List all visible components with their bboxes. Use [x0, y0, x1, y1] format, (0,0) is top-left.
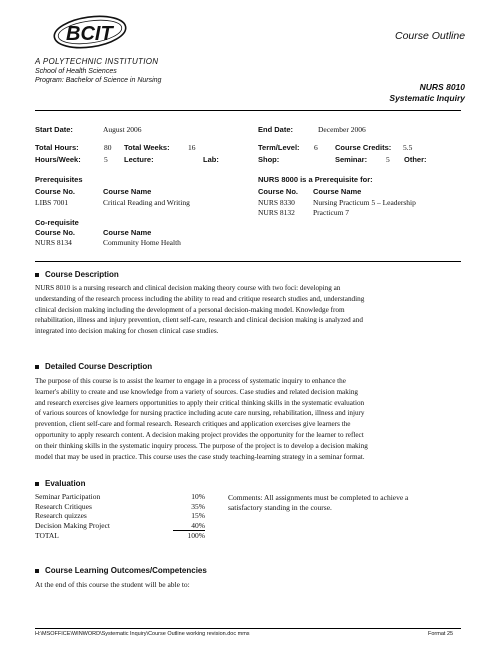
footer-format: Format 25: [428, 631, 454, 637]
course-number: NURS 8010: [419, 82, 465, 92]
total-weeks-label: Total Weeks:: [124, 143, 170, 152]
course-description-text: NURS 8010 is a nursing research and clinical decision making theory course with two foci: developing an understanding of the research process including the ability to read and critique research studies and, understanding clinical decision making including the development of a personal decision-making model. Knowledge from rehabilitation, illness and injury prevention, client self-care, research and clinical decision making is analyzed and integrated into decision making for chosen clinical case studies.: [35, 284, 365, 336]
prereq-course-no: LIBS 7001: [35, 198, 69, 207]
doc-type-title: Course Outline: [395, 30, 466, 42]
term-level-value: 6: [314, 143, 318, 152]
total-hours-value: 80: [104, 143, 112, 152]
shop-label: Shop:: [258, 155, 280, 164]
bullet-icon: [35, 569, 39, 573]
start-date-label: Start Date:: [35, 125, 73, 134]
prereq-for-col-no: Course No.: [258, 187, 299, 196]
prereq-for-course-name: Nursing Practicum 5 – Leadership: [313, 198, 416, 207]
table-row: TOTAL 100%: [35, 531, 205, 541]
school-name: School of Health Sciences: [35, 68, 117, 75]
lab-label: Lab:: [203, 155, 219, 164]
prereq-for-heading: NURS 8000 is a Prerequisite for:: [258, 175, 373, 184]
bcit-logo: [50, 10, 130, 60]
prereq-for-course-name: Practicum 7: [313, 208, 350, 217]
logo-text: BCIT: [66, 23, 113, 45]
prereq-for-course-no: NURS 8330: [258, 198, 295, 207]
institution-tagline: A POLYTECHNIC INSTITUTION: [35, 57, 159, 66]
footer-divider: [35, 628, 461, 629]
bullet-icon: [35, 273, 39, 277]
course-credits-value: 5.5: [403, 143, 413, 152]
bullet-icon: [35, 365, 39, 369]
table-row: Seminar Participation 10%: [35, 492, 205, 502]
seminar-value: 5: [386, 155, 390, 164]
total-hours-label: Total Hours:: [35, 143, 79, 152]
coreq-col-no: Course No.: [35, 228, 76, 237]
coreq-course-name: Community Home Health: [103, 238, 181, 247]
course-description-heading: Course Description: [35, 270, 119, 279]
table-row: Research quizzes 15%: [35, 511, 205, 521]
evaluation-comments: Comments: All assignments must be completed to achieve a satisfactory standing in the course.: [228, 493, 409, 512]
table-row: Decision Making Project 40%: [35, 520, 205, 530]
total-weeks-value: 16: [188, 143, 196, 152]
start-date-value: August 2006: [103, 125, 142, 134]
evaluation-heading: Evaluation: [35, 479, 85, 488]
coreq-course-no: NURS 8134: [35, 238, 72, 247]
detailed-description-heading: Detailed Course Description: [35, 362, 152, 371]
lecture-label: Lecture:: [124, 155, 154, 164]
corequisite-heading: Co-requisite: [35, 218, 79, 227]
coreq-col-name: Course Name: [103, 228, 152, 237]
divider: [35, 261, 461, 262]
term-level-label: Term/Level:: [258, 143, 300, 152]
bullet-icon: [35, 482, 39, 486]
prereq-course-name: Critical Reading and Writing: [103, 198, 190, 207]
footer-path: H:\MSOFFICE\WINWORD\Systematic Inquiry\Course Outline working revision.doc mms: [35, 631, 250, 637]
hours-week-label: Hours/Week:: [35, 155, 81, 164]
detailed-description-text: The purpose of this course is to assist the learner to engage in a process of systematic inquiry to enhance the learner's ability to create and use knowledge from a variety of sources. Case studies and related decision making and research exercises give learners opportunities to apply their critical thinking skills in the systematic evaluation of various sources of knowledge for nursing practice including acute care nursing, rehabilitation, illness and injury prevention, client self-care and formal research. Research critiques and application exercises give learners the opportunity to apply research content. A decision making project provides the opportunity for the learner to reflect on their thinking skills in the systematic inquiry process. The purpose of the project is to develop a decision making model that may be used in practice. This course uses the case study teaching-learning strategy in a seminar format.: [35, 377, 368, 461]
outcomes-intro: At the end of this course the student will be able to:: [35, 580, 190, 589]
hours-week-value: 5: [104, 155, 108, 164]
prereq-for-course-no: NURS 8132: [258, 208, 295, 217]
prereq-for-col-name: Course Name: [313, 187, 362, 196]
evaluation-table: [35, 492, 205, 541]
other-label: Other:: [404, 155, 427, 164]
divider: [35, 110, 461, 111]
course-credits-label: Course Credits:: [335, 143, 392, 152]
prereq-col-name: Course Name: [103, 187, 152, 196]
end-date-value: December 2006: [318, 125, 366, 134]
table-row: Research Critiques 35%: [35, 501, 205, 511]
prereq-col-no: Course No.: [35, 187, 76, 196]
seminar-label: Seminar:: [335, 155, 368, 164]
outcomes-heading: Course Learning Outcomes/Competencies: [35, 566, 207, 575]
end-date-label: End Date:: [258, 125, 294, 134]
program-name: Program: Bachelor of Science in Nursing: [35, 77, 162, 84]
prerequisites-heading: Prerequisites: [35, 175, 83, 184]
course-title: Systematic Inquiry: [389, 93, 465, 103]
